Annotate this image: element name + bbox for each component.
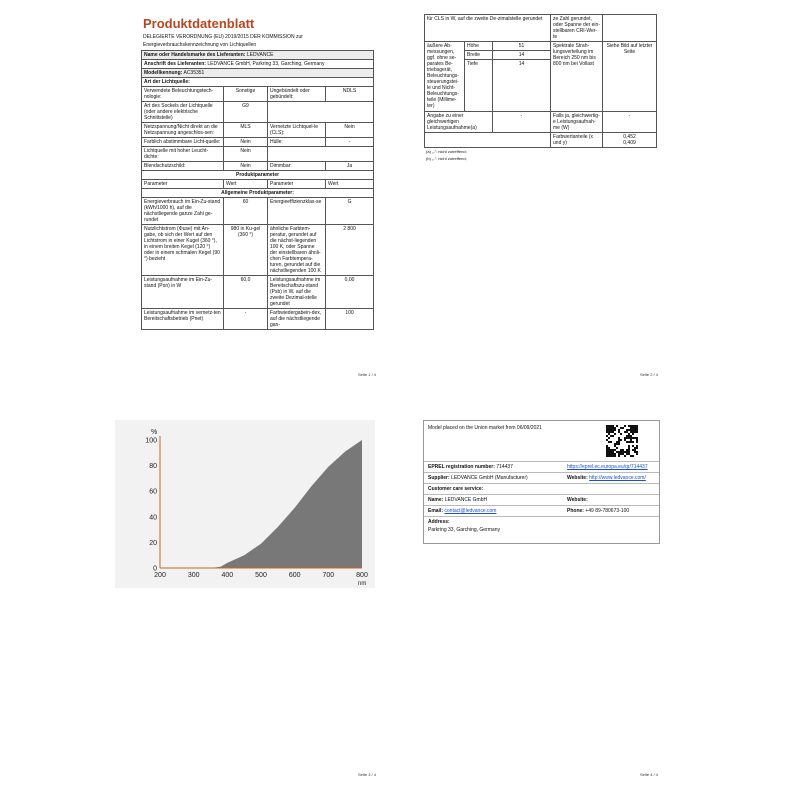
supplier-address-label: Anschrift des Lieferanten: — [144, 61, 206, 67]
cell: ähnliche Farbtem-peratur, gerundet auf die nächst-liegenden 100 K, oder Spanne der einstellbaren ähnli-chen Farbtempera-turen, gerundet auf die nächstliegenden 100 K — [268, 225, 326, 276]
cell — [603, 15, 657, 42]
chroma-y: 0,409 — [623, 140, 636, 146]
y-tick-label: 80 — [149, 463, 157, 471]
cell: 0,00 — [326, 276, 374, 309]
phone-value: +49 89-780673-100 — [585, 508, 630, 514]
page-2 — [400, 0, 800, 400]
eprel-label: EPREL registration number: — [428, 464, 495, 470]
cell: - — [326, 138, 374, 147]
cell — [425, 133, 551, 148]
cell — [268, 102, 374, 123]
chroma-x: 0,452 — [623, 134, 636, 140]
x-tick-label: 200 — [154, 572, 166, 579]
website-label: Website: — [567, 475, 588, 481]
eprel-card — [423, 420, 660, 544]
spectral-chart — [115, 420, 375, 588]
website-link[interactable]: http://www.ledvance.com/ — [589, 475, 646, 481]
y-tick-label: 20 — [149, 539, 157, 547]
equiv-label: Angabe zu einer gleichwertigen Leistungsaufnahme(a) — [425, 112, 493, 133]
table-row — [142, 147, 374, 162]
x-tick-label: 800 — [356, 572, 368, 579]
website2-label: Website: — [567, 497, 588, 503]
cell: Leistungsaufnahme im Bereitschaftszu-stand (Psb) in W, auf die zweite Dezimal-stelle gerundet — [268, 276, 326, 309]
email-label: Email: — [428, 508, 444, 514]
cell — [268, 147, 374, 162]
cell: Art des Sockels der Lichtquelle (oder andere elektrische Schnittstelle) — [142, 102, 224, 123]
cell: Nutzlichtstrom (Φuse) mit An-gabe, ob sich der Wert auf den Lichtstrom in einer Kugel (360 °), in einem breiten Kegel (120 °) oder in einem schmalen Kegel (90 °) bezieht — [142, 225, 224, 276]
supplier-address-value: LEDVANCE GmbH, Parkring 33, Garching, Germany — [207, 61, 325, 67]
cell: für CLS in W, auf die zweite De-zimalstelle gerundet — [425, 15, 551, 42]
cell: Energieeffizienzklas-se — [268, 198, 326, 225]
footnote-a: (a) „-": nicht zutreffend; — [426, 149, 467, 154]
dim-name: Tiefe — [465, 60, 493, 112]
footnote-b: (b) „-": nicht zutreffend; — [426, 156, 467, 161]
cell: Leistungsaufnahme im Ein-Zu-stand (Pon) in W — [142, 276, 224, 309]
chroma-label: Farbwertanteile (x und y) — [551, 133, 603, 148]
cell: Energieverbrauch im Ein-Zu-stand (kWh/1000 h), auf die nächstliegende ganze Zahl ge-rundet — [142, 198, 224, 225]
cell: MLS — [224, 123, 268, 138]
supplier-value: LEDVANCE GmbH (Manufacturer) — [451, 475, 528, 481]
name-value: LEDVANCE GmbH — [444, 497, 488, 503]
y-axis-label: % — [151, 429, 158, 436]
cell: Netzspannung/Nicht direkt an die Netzspannung angeschlos-sen: — [142, 123, 224, 138]
address-value: Parkring 33, Garching, Germany — [428, 527, 500, 533]
datasheet — [141, 14, 373, 370]
cell: Hülle: — [268, 138, 326, 147]
x-axis-label: nm — [358, 581, 367, 587]
cell: 980 in Ku-gel (360 °) — [224, 225, 268, 276]
cell: - — [224, 309, 268, 330]
table-row — [142, 198, 374, 225]
cell: Nein — [326, 123, 374, 138]
spectral-label: Spektrale Strah-lungsverteilung im Bereich 250 nm bis 800 nm bei Vollast — [551, 42, 603, 112]
email-link[interactable]: contact@ledvance.com — [444, 508, 497, 514]
general-params-header: Allgemeine Produktparameter: — [142, 189, 374, 198]
equiv-power-value: - — [603, 112, 657, 133]
cell: Wert — [224, 180, 268, 189]
table-row — [142, 102, 374, 123]
cell: NDLS — [326, 87, 374, 102]
chroma-value — [603, 133, 657, 148]
model-label: Modellkennung: — [144, 70, 183, 76]
cell: ze Zahl gerundet, oder Spanne der ein-stellbaren CRI-Wer-te — [551, 15, 603, 42]
dim-value: 51 — [493, 42, 551, 51]
cell: 60,0 — [224, 276, 268, 309]
cell: G — [326, 198, 374, 225]
cell: 60 — [224, 198, 268, 225]
supplier-name-label: Name oder Handelsmarke des Lieferanten: — [144, 52, 246, 58]
eprel-link[interactable]: https://eprel.ec.europa.eu/qr/714437 — [567, 464, 648, 470]
y-tick-label: 100 — [145, 437, 157, 445]
y-tick-label: 0 — [153, 565, 157, 573]
equiv-power-label: Falls ja, gleichwertig-e Leistungsaufnah-me (W) — [551, 112, 603, 133]
cell: Nein — [224, 138, 268, 147]
table-row — [142, 162, 374, 171]
cell: 2 800 — [326, 225, 374, 276]
cell: Parameter — [142, 180, 224, 189]
table-row — [425, 15, 657, 42]
name-label: Name: — [428, 497, 444, 503]
dim-name: Breite — [465, 51, 493, 60]
cell: Nein — [224, 147, 268, 162]
cell: Farblich abstimmbare Licht-quelle: — [142, 138, 224, 147]
page-number: Seite 3 / 4 — [358, 772, 377, 777]
table-row — [425, 112, 657, 133]
qr-code-icon — [606, 425, 638, 457]
table-row — [142, 225, 374, 276]
divider — [424, 483, 659, 484]
dim-value: 14 — [493, 60, 551, 112]
y-tick-label: 60 — [149, 488, 157, 496]
x-tick-label: 700 — [322, 572, 335, 579]
regulation-line-2: Energieverbrauchskennzeichnung von Lichtquellen — [143, 42, 257, 48]
y-tick-label: 40 — [149, 514, 157, 522]
cell: 100 — [326, 309, 374, 330]
lightsource-table — [141, 50, 374, 330]
cell: Ungebündelt oder gebündelt: — [268, 87, 326, 102]
cell: Sonstige — [224, 87, 268, 102]
cell: Nein — [224, 162, 268, 171]
continued-table — [424, 14, 657, 148]
divider — [424, 505, 659, 506]
lightsource-type-label: Art der Lichtquelle: — [142, 78, 374, 87]
divider — [424, 461, 659, 462]
cell: Wert — [326, 180, 374, 189]
divider — [424, 494, 659, 495]
cell: G9 — [224, 102, 268, 123]
param-header-row — [142, 180, 374, 189]
cell: Leistungsaufnahme im vernetz-ten Bereitschaftsbetrieb (Pnet) — [142, 309, 224, 330]
table-row — [142, 309, 374, 330]
divider — [424, 472, 659, 473]
dim-value: 14 — [493, 51, 551, 60]
supplier-name-value: LEDVANCE — [246, 52, 274, 58]
spectral-value: Siehe Bild auf letzter Seite — [603, 42, 657, 112]
equiv-value: - — [493, 112, 551, 133]
cell: Verwendete Beleuchtungstech-nologie: — [142, 87, 224, 102]
address-label: Address: — [428, 519, 450, 525]
cell: Blendschutzschild: — [142, 162, 224, 171]
table-row — [142, 87, 374, 102]
cell: Dimmbar: — [268, 162, 326, 171]
page-number: Seite 4 / 4 — [640, 772, 659, 777]
model-value: AC35351 — [183, 70, 205, 76]
eprel-value: 714437 — [496, 464, 513, 470]
datasheet-continued — [424, 14, 656, 162]
page-1 — [0, 0, 400, 400]
page-number: Seite 2 / 4 — [640, 372, 659, 377]
x-tick-label: 500 — [255, 572, 267, 579]
cell: Vernetzte Lichtquel-le (CLS): — [268, 123, 326, 138]
page-number: Seite 1 / 4 — [358, 372, 377, 377]
x-tick-label: 300 — [187, 572, 200, 579]
x-tick-label: 600 — [288, 572, 301, 579]
page-title: Produktdatenblatt — [143, 16, 255, 31]
table-row — [142, 138, 374, 147]
phone-label: Phone: — [567, 508, 584, 514]
divider — [424, 516, 659, 517]
cell: Ja — [326, 162, 374, 171]
customer-care-label: Customer care service: — [428, 486, 484, 492]
dim-name: Höhe — [465, 42, 493, 51]
table-row — [425, 133, 657, 148]
regulation-line-1: DELEGIERTE VERORDNUNG (EU) 2019/2015 DER KOMMISSION zur — [143, 34, 303, 40]
table-row — [425, 42, 657, 51]
cell: Farbwiedergabein-dex, auf die nächstliegende gan- — [268, 309, 326, 330]
cell: Lichtquelle mit hoher Leucht-dichte: — [142, 147, 224, 162]
table-row — [142, 123, 374, 138]
x-tick-label: 400 — [221, 572, 234, 579]
dims-label: äußere Ab-messungen, ggf. ohne se-parates Be-triebsgerät, Beleuchtungs-steuerungstei-le und Nicht-Beleuchtungs-teile (Millime-ter) — [425, 42, 465, 112]
market-date: Model placed on the Union market from 06/09/2021 — [428, 425, 542, 431]
table-row — [142, 276, 374, 309]
product-params-header: Produktparameter — [142, 171, 374, 180]
supplier-label: Supplier: — [428, 475, 450, 481]
cell: Parameter — [268, 180, 326, 189]
